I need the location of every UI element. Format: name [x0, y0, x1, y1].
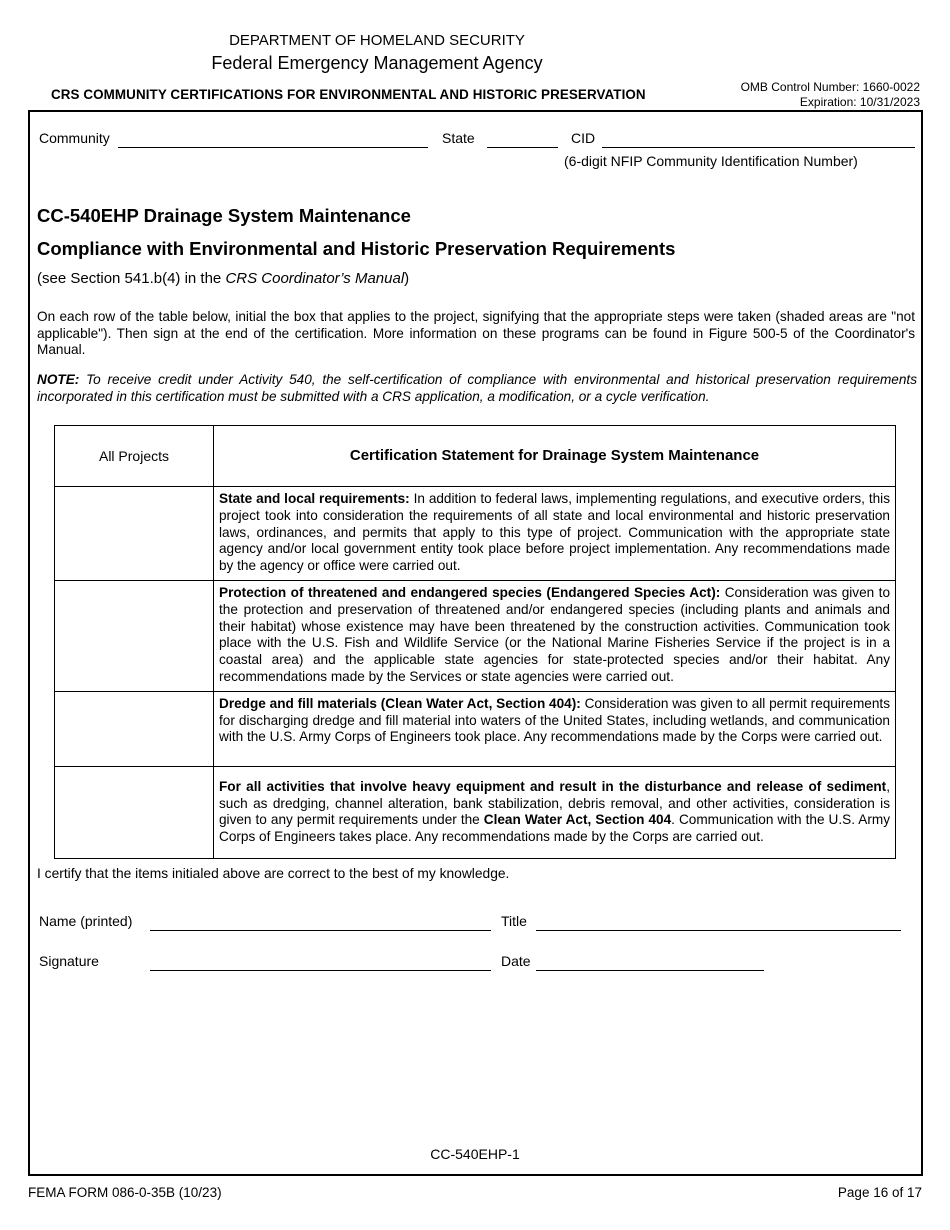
signature-label: Signature — [39, 953, 99, 969]
certify-statement: I certify that the items initialed above are correct to the best of my knowledge. — [37, 866, 510, 881]
form-number: FEMA FORM 086-0-35B (10/23) — [28, 1185, 222, 1200]
state-field[interactable] — [487, 147, 558, 148]
omb-block — [741, 80, 920, 110]
initial-box-endangered-species[interactable] — [55, 580, 214, 691]
section-title: CC-540EHP Drainage System Maintenance — [37, 205, 411, 226]
manual-title: CRS Coordinator’s Manual — [225, 270, 405, 287]
cid-label: CID — [571, 130, 596, 146]
table-row — [55, 766, 896, 858]
table-header-row — [55, 426, 896, 487]
table-row — [55, 691, 896, 766]
note-paragraph — [37, 372, 917, 405]
statement-endangered-species — [214, 580, 896, 691]
state-label: State — [442, 130, 475, 146]
statement-heading: State and local requirements: — [219, 491, 410, 506]
cid-note: (6-digit NFIP Community Identification Number) — [564, 153, 858, 169]
statement-heading: Dredge and fill materials (Clean Water Act, Section 404): — [219, 695, 581, 711]
see-prefix: (see Section 541.b(4) in the — [37, 270, 226, 287]
initial-box-state-local[interactable] — [55, 487, 214, 581]
statement-state-local — [214, 487, 896, 581]
table-row — [55, 487, 896, 581]
certification-statement-header: Certification Statement for Drainage System Maintenance — [214, 426, 896, 487]
signature-field[interactable] — [150, 970, 491, 971]
statement-dredge-fill — [214, 691, 896, 766]
initial-box-dredge-fill[interactable] — [55, 691, 214, 766]
agency-name: Federal Emergency Management Agency — [211, 53, 543, 73]
statement-text: Consideration was given to all permit requirements for discharging dredge and fill material into waters of the United States, including wetlands, and communication with the U.S. Army Corps of Engineers took place. Any recommendations made by the Corps were carried out. — [219, 695, 890, 745]
omb-control-number: OMB Control Number: 1660-0022 — [740, 80, 920, 94]
title-field[interactable] — [536, 930, 901, 931]
statement-emphasis: Clean Water Act, Section 404 — [483, 812, 672, 828]
initial-box-heavy-equipment[interactable] — [55, 766, 214, 858]
community-field[interactable] — [118, 147, 428, 148]
statement-text: , such as dredging, channel alteration, bank stabilization, debris removal, and other activities, consideration is given to any permit requirements under the — [219, 778, 890, 828]
statement-heading: Protection of threatened and endangered species (Endangered Species Act): — [219, 584, 721, 600]
date-field[interactable] — [536, 970, 764, 971]
table-row — [55, 580, 896, 691]
see-suffix: ) — [404, 270, 410, 287]
statement-text: Consideration was given to the protection and preservation of threatened and/or endangered species (including plants and animals and their habitat) whose existence may have been threatened by the construction activities. Communication took place with the U.S. Fish and Wildlife Service (or the National Marine Fisheries Service if the project is in a coastal area) and the applicable state agencies for state-protected species and/or their habitat. Any recommendations made by the Services or state agencies were carried out. — [219, 584, 890, 684]
community-label: Community — [39, 130, 110, 146]
form-title: CRS COMMUNITY CERTIFICATIONS FOR ENVIRONMENTAL AND HISTORIC PRESERVATION — [51, 87, 646, 102]
section-subtitle: Compliance with Environmental and Historic Preservation Requirements — [37, 238, 676, 259]
note-label: NOTE: — [37, 372, 80, 387]
statement-heavy-equipment — [214, 766, 896, 858]
all-projects-header: All Projects — [55, 426, 214, 487]
note-text: To receive credit under Activity 540, the self-certification of compliance with environmental and historical preservation requirements incorporated in this certification must be submitted with a CRS application, a modification, or a cycle verification. — [37, 372, 917, 404]
title-label: Title — [501, 913, 527, 929]
instructions: On each row of the table below, initial the box that applies to the project, signifying that the appropriate steps were taken (shaded areas are "not applicable"). Then sign at the end of the certification. More information on these programs can be found in Figure 500-5 of the Coordinator's Manual. — [37, 309, 915, 358]
date-label: Date — [501, 953, 531, 969]
section-reference — [37, 270, 409, 287]
certification-table — [54, 425, 896, 859]
name-label: Name (printed) — [39, 913, 133, 929]
page-code: CC-540EHP-1 — [430, 1146, 520, 1162]
page-number: Page 16 of 17 — [837, 1185, 922, 1200]
statement-text: . Communication with the U.S. Army Corps of Engineers takes place. Any recommendations made by the Corps are carried out. — [219, 812, 890, 845]
name-field[interactable] — [150, 930, 491, 931]
expiration-date: Expiration: 10/31/2023 — [799, 95, 920, 109]
cid-field[interactable] — [602, 147, 915, 148]
department-name: DEPARTMENT OF HOMELAND SECURITY — [229, 32, 525, 49]
statement-heading: For all activities that involve heavy equipment and result in the disturbance and release of sediment — [219, 778, 887, 794]
statement-text: In addition to federal laws, implementing regulations, and executive orders, this project took into consideration the requirements of all state and local environmental and historic preservation laws, ordinances, and permits that apply to this type of project. Communication with the appropriate state agency and/or local government entity took place before project implementation. Any recommendations made by the agency or office were carried out. — [219, 491, 890, 574]
